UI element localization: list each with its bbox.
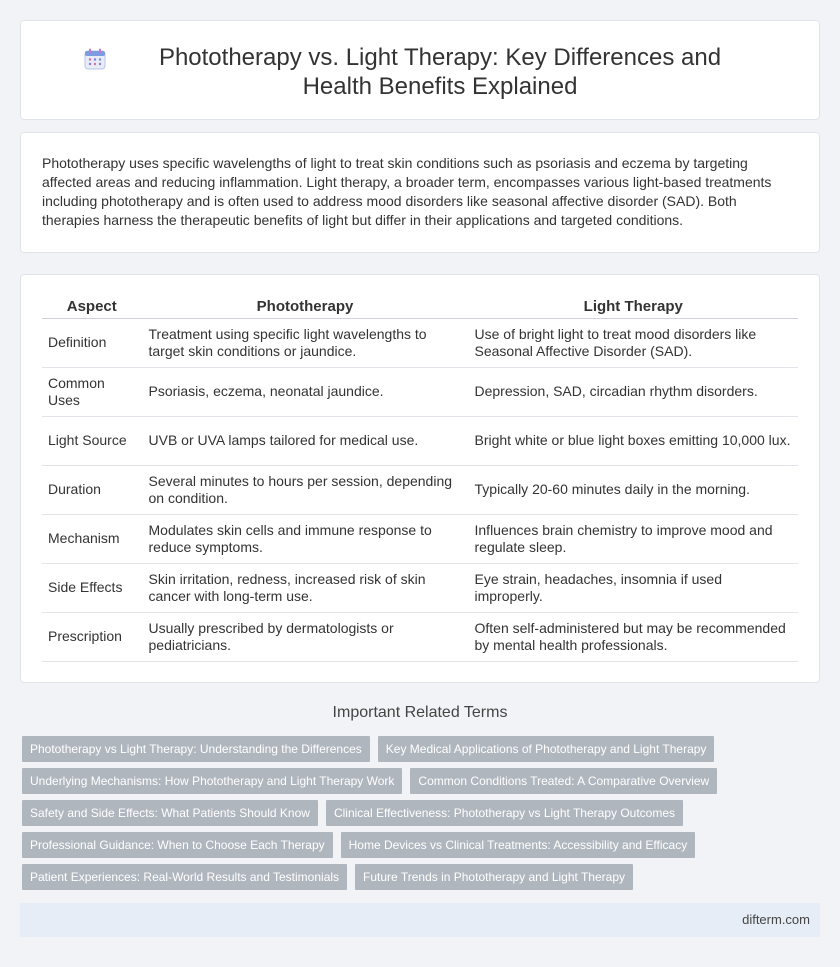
light-therapy-cell: Eye strain, headaches, insomnia if used improperly.	[468, 563, 798, 612]
column-header-aspect: Aspect	[42, 296, 142, 318]
row-aspect: Common Uses	[42, 367, 142, 416]
light-therapy-cell: Influences brain chemistry to improve mood and regulate sleep.	[468, 514, 798, 563]
row-aspect: Light Source	[42, 416, 142, 465]
table-row	[42, 367, 798, 416]
comparison-table	[42, 296, 798, 662]
title-card	[20, 20, 820, 120]
light-therapy-cell: Typically 20-60 minutes daily in the morning.	[468, 465, 798, 514]
table-header-row	[42, 296, 798, 318]
phototherapy-cell: Several minutes to hours per session, depending on condition.	[142, 465, 468, 514]
row-aspect: Side Effects	[42, 563, 142, 612]
row-aspect: Prescription	[42, 612, 142, 661]
phototherapy-cell: Psoriasis, eczema, neonatal jaundice.	[142, 367, 468, 416]
related-term-tag[interactable]: Phototherapy vs Light Therapy: Understanding the Differences	[22, 736, 370, 762]
related-term-tag[interactable]: Common Conditions Treated: A Comparative Overview	[410, 768, 717, 794]
column-header-light-therapy: Light Therapy	[468, 296, 798, 318]
phototherapy-cell: Modulates skin cells and immune response to reduce symptoms.	[142, 514, 468, 563]
page-title: Phototherapy vs. Light Therapy: Key Differences and Health Benefits Explained	[158, 44, 722, 100]
table-row	[42, 612, 798, 661]
intro-card	[20, 132, 820, 253]
light-therapy-cell: Use of bright light to treat mood disorders like Seasonal Affective Disorder (SAD).	[468, 318, 798, 367]
table-row	[42, 465, 798, 514]
related-term-tag[interactable]: Safety and Side Effects: What Patients Should Know	[22, 800, 318, 826]
phototherapy-cell: Skin irritation, redness, increased risk of skin cancer with long-term use.	[142, 563, 468, 612]
related-terms-heading: Important Related Terms	[332, 704, 508, 721]
related-term-tag[interactable]: Key Medical Applications of Phototherapy and Light Therapy	[378, 736, 715, 762]
footer	[20, 903, 820, 937]
row-aspect: Mechanism	[42, 514, 142, 563]
phototherapy-cell: Usually prescribed by dermatologists or pediatricians.	[142, 612, 468, 661]
related-terms-list	[22, 736, 802, 890]
related-term-tag[interactable]: Future Trends in Phototherapy and Light Therapy	[355, 864, 633, 890]
related-term-tag[interactable]: Underlying Mechanisms: How Phototherapy and Light Therapy Work	[22, 768, 402, 794]
table-row	[42, 563, 798, 612]
table-row	[42, 318, 798, 367]
light-therapy-cell: Often self-administered but may be recommended by mental health professionals.	[468, 612, 798, 661]
light-therapy-cell: Bright white or blue light boxes emitting 10,000 lux.	[468, 416, 798, 465]
table-row	[42, 514, 798, 563]
footer-site-link[interactable]: difterm.com	[742, 912, 810, 927]
column-header-phototherapy: Phototherapy	[142, 296, 468, 318]
light-therapy-cell: Depression, SAD, circadian rhythm disorders.	[468, 367, 798, 416]
phototherapy-cell: Treatment using specific light wavelengths to target skin conditions or jaundice.	[142, 318, 468, 367]
related-term-tag[interactable]: Professional Guidance: When to Choose Each Therapy	[22, 832, 333, 858]
row-aspect: Duration	[42, 465, 142, 514]
table-row	[42, 416, 798, 465]
phototherapy-cell: UVB or UVA lamps tailored for medical use.	[142, 416, 468, 465]
related-term-tag[interactable]: Home Devices vs Clinical Treatments: Accessibility and Efficacy	[341, 832, 696, 858]
intro-paragraph: Phototherapy uses specific wavelengths of light to treat skin conditions such as psoriasis and eczema by targeting affected areas and reducing inflammation. Light therapy, a broader term, encompasses various light-based treatments including phototherapy and is often used to address mood disorders like seasonal affective disorder (SAD). Both therapies harness the therapeutic benefits of light but differ in their applications and targeted conditions.	[42, 155, 772, 228]
comparison-card	[20, 274, 820, 683]
row-aspect: Definition	[42, 318, 142, 367]
related-term-tag[interactable]: Patient Experiences: Real-World Results and Testimonials	[22, 864, 347, 890]
related-term-tag[interactable]: Clinical Effectiveness: Phototherapy vs Light Therapy Outcomes	[326, 800, 683, 826]
